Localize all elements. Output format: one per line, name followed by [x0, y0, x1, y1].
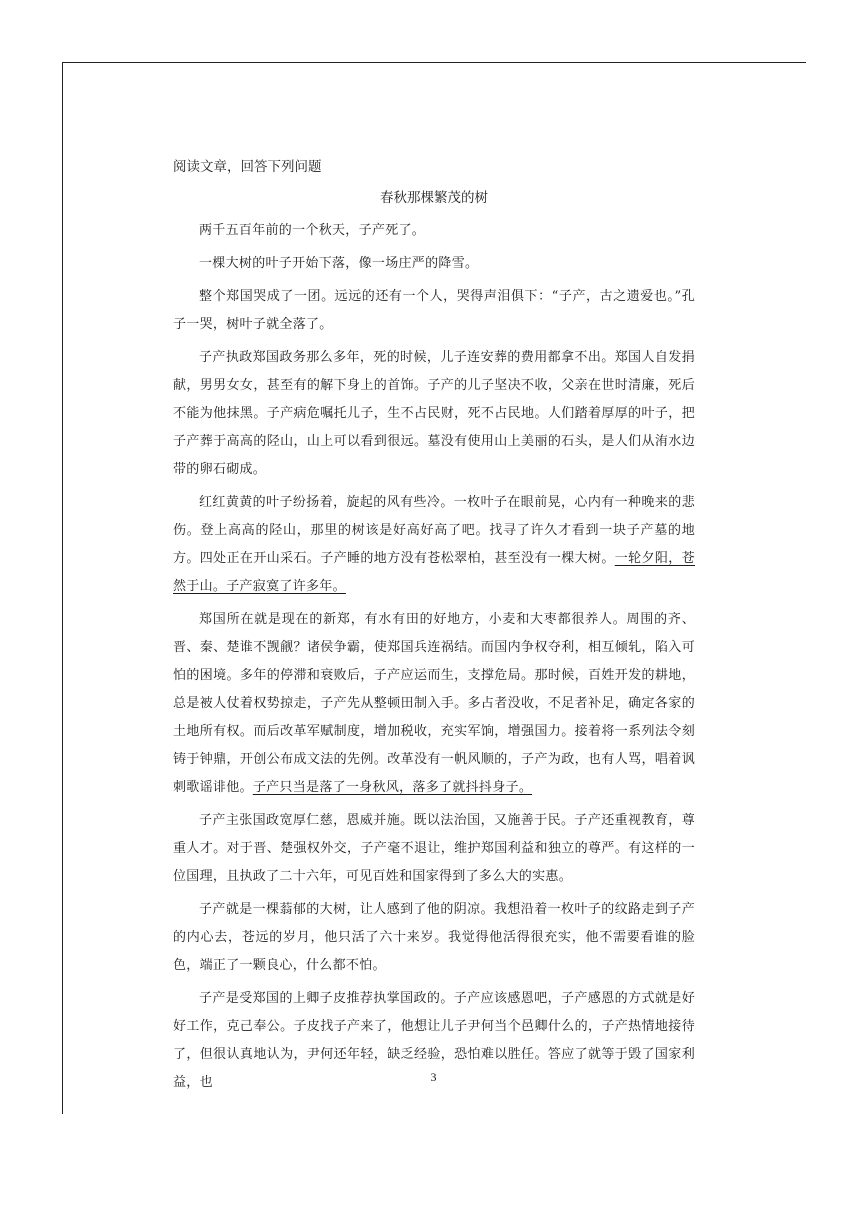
- paragraph-text: 子产主张国政宽厚仁慈，恩威并施。既以法治国，又施善于民。子产还重视教育，尊重人才。对于晋、楚强权外交，子产毫不退让，维护郑国利益和独立的尊严。有这样的一位国理，且执政了二十六年，可见百姓和国家得到了多么大的实惠。: [173, 813, 695, 884]
- paragraph: [173, 250, 695, 278]
- paragraph: [173, 489, 695, 601]
- paragraph: [173, 807, 695, 891]
- paragraph: [173, 344, 695, 484]
- paragraph-text: 两千五百年前的一个秋天，子产死了。: [199, 223, 426, 238]
- paragraph-text: 子产是受郑国的上卿子皮推荐执掌国政的。子产应该感恩吧，子产感恩的方式就是好好工作，克己奉公。子皮找子产来了，他想让儿子尹何当个邑卿什么的，子产热情地接待了，但很认真地认为，尹何还年轻，缺乏经验，恐怕难以胜任。答应了就等于毁了国家利益，也: [173, 991, 695, 1090]
- paragraph: [173, 283, 695, 339]
- question-instruction: 阅读文章，回答下列问题: [173, 159, 322, 175]
- paragraph: [173, 896, 695, 980]
- page-number: 3: [430, 1070, 437, 1084]
- paragraph-text: 红红黄黄的叶子纷扬着，旋起的风有些冷。一枚叶子在眼前晃，心内有一种晚来的悲伤。登上高高的陉山，那里的树该是好高好高了吧。找寻了许久才看到一块子产墓的地方。四处正在开山采石。子产睡的地方没有苍松翠柏，甚至没有一棵大树。: [173, 495, 695, 566]
- paragraph-text: 郑国所在就是现在的新郑，有水有田的好地方，小麦和大枣都很养人。周围的齐、晋、秦、楚谁不觊觎？诸侯争霸，使郑国兵连祸结。而国内争权夺利，相互倾轧，陷入可怕的困境。多年的停滞和衰败后，子产应运而生，支撑危局。那时候，百姓开发的耕地，总是被人仗着权势掠走，子产先从整顿田制入手。多占者没收，不足者补足，确定各家的土地所有权。而后改革军赋制度，增加税收，充实军饷，增强国力。接着将一系列法令刻铸于钟鼎，开创公布成文法的先例。改革没有一帆风顺的，子产为政，也有人骂，唱着讽刺歌谣诽他。: [173, 612, 695, 795]
- top-border-line: [62, 62, 806, 63]
- paragraph-text: 整个郑国哭成了一团。远远的还有一个人，哭得声泪俱下：“子产，古之遗爱也。”孔子一哭，树叶子就全落了。: [173, 289, 695, 332]
- paragraph-list: [173, 217, 695, 1097]
- paragraph: [173, 606, 695, 802]
- article-title: 春秋那棵繁茂的树: [380, 190, 488, 206]
- paragraph-text: 一棵大树的叶子开始下落，像一场庄严的降雪。: [199, 256, 479, 271]
- paragraph-text: 子产执政郑国政务那么多年，死的时候，儿子连安葬的费用都拿不出。郑国人自发捐献，男男女女，甚至有的解下身上的首饰。子产的儿子坚决不收，父亲在世时清廉，死后不能为他抹黑。子产病危嘱托儿子，生不占民财，死不占民地。人们踏着厚厚的叶子，把子产葬于高高的陉山，山上可以看到很远。墓没有使用山上美丽的石头，是人们从洧水边带的卵石砌成。: [173, 350, 695, 477]
- article-body: [173, 154, 695, 1102]
- paragraph: [173, 217, 695, 245]
- underlined-text: 子产只当是落了一身秋风，落多了就抖抖身子。: [252, 780, 533, 795]
- underlined-text: 一轮夕阳，苍然于山。子产寂寞了许多年。: [173, 551, 695, 594]
- paragraph-text: 子产就是一棵蓊郁的大树，让人感到了他的阴凉。我想沿着一枚叶子的纹路走到子产的内心去，苍远的岁月，他只活了六十来岁。我觉得他活得很充实，他不需要看谁的脸色，端正了一颗良心，什么都不怕。: [173, 902, 695, 973]
- left-border-line: [62, 62, 63, 1114]
